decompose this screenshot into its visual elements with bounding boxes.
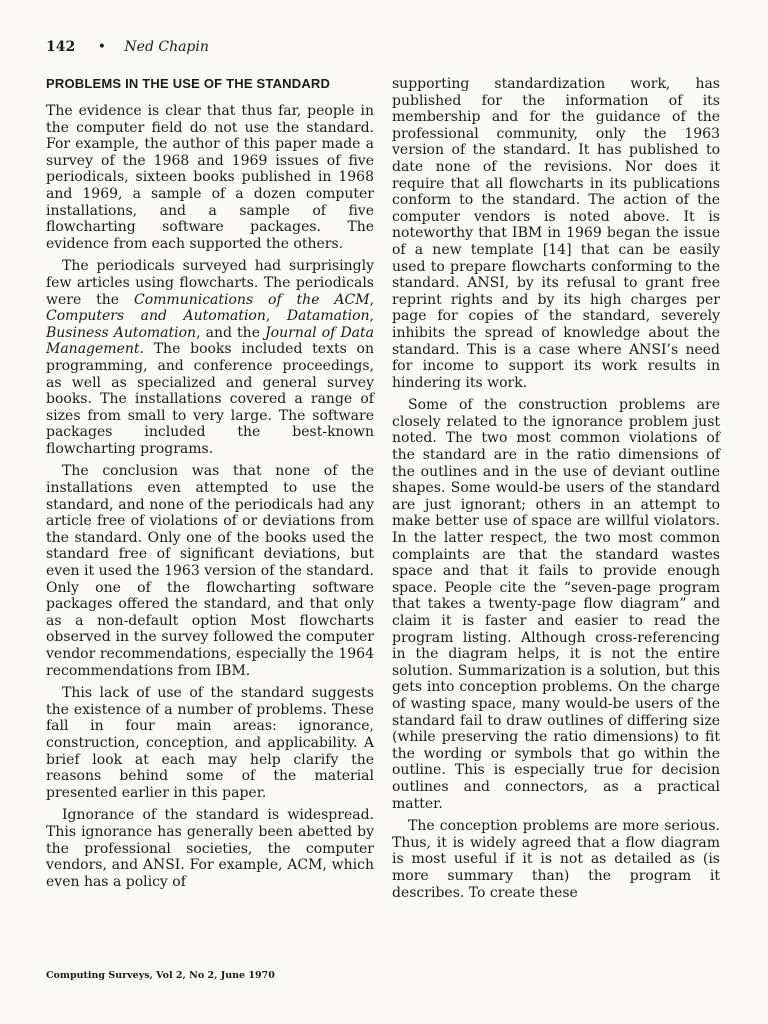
paragraph-construction: Some of the construction problems are closely related to the ignorance problem just noted. The two most common violations of the standard are in the ratio dimensions of the outlines and in the use of deviant outline shapes. Some would-be users of the standard are just ignorant; others in an attempt to make better use of space are willful violators. In the latter respect, the two most common complaints are that the standard wastes space and that it fails to provide enough space. People cite the “seven-page program that takes a twenty-page flow diagram” and claim it is faster and easier to read the program listing. Although cross-referencing in the diagram helps, it is not the entire solution. Summarization is a solution, but this gets into conception problems. On the charge of wasting space, many would-be users of the standard fail to draw outlines of differing size (while preserving the ratio dimensions) to fit the wording or symbols that go within the outline. This is especially true for decision outlines and connectors, as a practical matter. — [392, 397, 720, 812]
paragraph-conception: The conception problems are more serious. Thus, it is widely agreed that a flow diagram is most useful if it is not as detailed as (is more summary than) the program it describes. To create these — [392, 818, 720, 901]
periodical-title: Journal of Data Management — [46, 324, 374, 358]
text-run: . The books included texts on programming, and conference proceedings, as well as specialized and general survey books. The installations covered a range of sizes from small to very large. The software packages included the best-known flowcharting programs. — [46, 341, 374, 457]
paragraph-ignorance: Ignorance of the standard is widespread. This ignorance has generally been abetted by the professional societies, the computer vendors, and ANSI. For example, ACM, which even has a policy of — [46, 807, 374, 890]
running-header — [46, 38, 209, 56]
paragraph-conclusion: The conclusion was that none of the installations even attempted to use the standard, and none of the periodicals had any article free of violations of or deviations from the standard. Only one of the books used the standard free of significant deviations, but even it used the 1963 version of the standard. Only one of the flowcharting software packages offered the standard, and that only as a non-default option Most flowcharts observed in the survey followed the computer vendor recommendations, especially the 1964 recommendations from IBM. — [46, 463, 374, 679]
periodical-title: Communications of the ACM — [134, 291, 370, 308]
left-column — [46, 72, 374, 896]
paragraph-periodicals — [46, 258, 374, 457]
text-run: , and the — [196, 324, 266, 341]
paragraph-evidence: The evidence is clear that thus far, people in the computer field do not use the standard. For example, the author of this paper made a survey of the 1968 and 1969 issues of five periodicals, sixteen books published in 1968 and 1969, a sample of a dozen computer installations, and a sample of five flowcharting software packages. The evidence from each supported the others. — [46, 103, 374, 252]
periodical-title: Business Automation — [46, 324, 197, 341]
text-run: , — [369, 291, 375, 308]
text-run: , — [265, 308, 287, 325]
paragraph-problem-areas: This lack of use of the standard suggests the existence of a number of problems. These fall in four main areas: ignorance, construction, conception, and applicability. A brief look at each may help clarify the reasons behind some of the material presented earlier in this paper. — [46, 685, 374, 801]
text-run: , — [369, 308, 374, 325]
page-number: 142 — [46, 39, 76, 55]
periodical-title: Datamation — [286, 308, 370, 325]
footer-citation: Computing Surveys, Vol 2, No 2, June 1970 — [46, 970, 275, 981]
right-column — [392, 76, 720, 907]
periodical-title: Computers and Automation — [46, 308, 266, 325]
header-bullet: • — [97, 39, 106, 55]
paragraph-acm-continued: supporting standardization work, has published for the information of its membership and for the guidance of the professional community, only the 1963 version of the standard. It has published to date none of the revisions. Nor does it require that all flowcharts in its publications conform to the standard. The action of the computer vendors is noted above. It is noteworthy that IBM in 1969 began the issue of a new template [14] that can be easily used to prepare flowcharts conforming to the standard. ANSI, by its refusal to grant free reprint rights and by its high charges per page for copies of the standard, severely inhibits the spread of knowledge about the standard. This is a case where ANSI’s need for income to support its work results in hindering its work. — [392, 76, 720, 391]
text-run: The periodicals surveyed had surprisingly few articles using flowcharts. The periodicals were the — [46, 258, 374, 308]
section-heading: PROBLEMS IN THE USE OF THE STANDARD — [46, 76, 331, 91]
author-name: Ned Chapin — [124, 39, 209, 55]
